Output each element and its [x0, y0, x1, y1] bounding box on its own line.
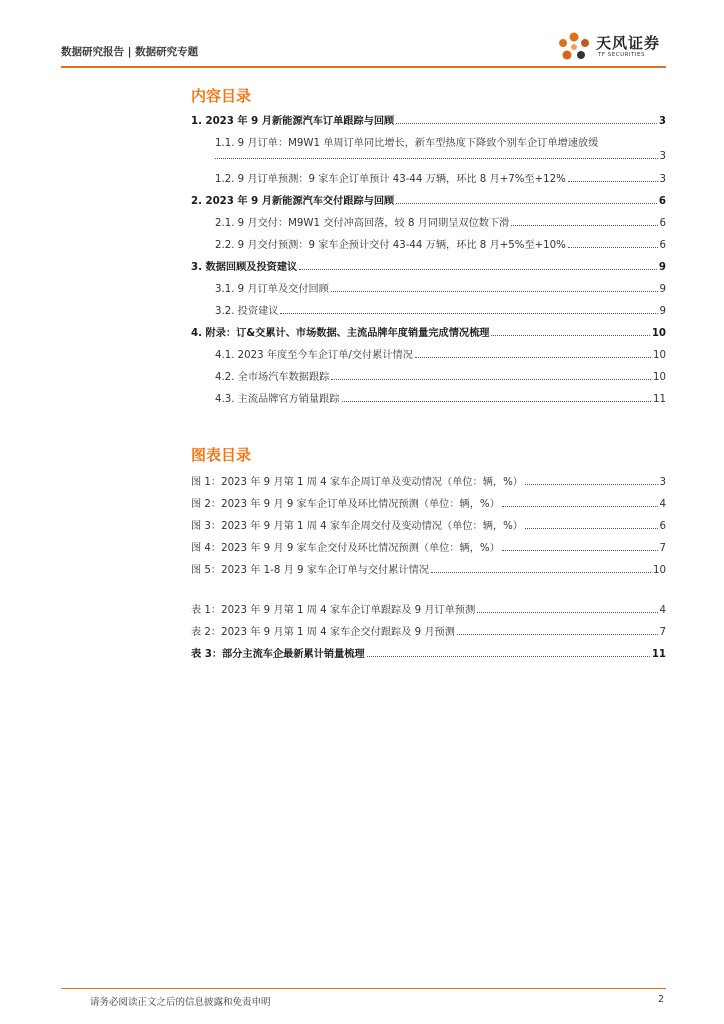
toc-entry[interactable]: [191, 113, 666, 127]
table-entry[interactable]: [191, 602, 666, 616]
flower-logo-icon: [556, 32, 592, 64]
table-entry-text: 表 1：2023 年 9 月第 1 周 4 家车企订单跟踪及 9 月订单预测: [191, 605, 476, 616]
toc-entry-page: 9: [659, 306, 666, 317]
toc-title: 内容目录: [191, 87, 252, 105]
brand-name-cn: 天风证券: [596, 34, 661, 52]
toc-entry-page: 10: [653, 350, 666, 361]
figure-entry[interactable]: [191, 496, 666, 510]
toc-entry-continuation[interactable]: [215, 148, 666, 162]
table-entry-text: 表 2：2023 年 9 月第 1 周 4 家车企交付跟踪及 9 月预测: [191, 627, 455, 638]
page-number: 2: [657, 994, 664, 1005]
figure-entry-page: 4: [659, 499, 666, 510]
toc-entry-page: 6: [658, 196, 666, 207]
toc-entry[interactable]: 1.1. 9 月订单：M9W1 单周订单同比增长，新车型热度下降致个别车企订单增速放缓: [215, 138, 599, 149]
figure-entry-page: 10: [653, 565, 666, 576]
toc-entry[interactable]: [215, 237, 666, 251]
figure-entry-text: 图 1：2023 年 9 月第 1 周 4 家车企周订单及变动情况（单位：辆，%）: [191, 477, 523, 488]
toc-entry[interactable]: [191, 325, 666, 339]
toc-entry-page: 10: [651, 328, 666, 339]
toc-entry-page: 3: [659, 151, 666, 162]
table-entry[interactable]: [191, 646, 666, 660]
footer-disclaimer: 请务必阅读正文之后的信息披露和免责申明: [90, 997, 271, 1008]
table-entry-page: 7: [659, 627, 666, 638]
toc-entry-text: 1. 2023 年 9 月新能源汽车订单跟踪与回顾: [191, 116, 395, 127]
figure-entry[interactable]: [191, 540, 666, 554]
toc-entry-text: 2. 2023 年 9 月新能源汽车交付跟踪与回顾: [191, 196, 395, 207]
toc-entry-page: 9: [658, 262, 666, 273]
toc-entry-text: 3.1. 9 月订单及交付回顾: [215, 284, 329, 295]
figure-entry-text: 图 2：2023 年 9 月 9 家车企订单及环比情况预测（单位：辆，%）: [191, 499, 500, 510]
toc-entry-page: 10: [653, 372, 666, 383]
toc-entry[interactable]: [215, 215, 666, 229]
figure-entry[interactable]: [191, 562, 666, 576]
toc-entry-page: 11: [653, 394, 666, 405]
report-type: 数据研究报告 | 数据研究专题: [61, 46, 199, 58]
footer-rule: [61, 988, 666, 989]
figure-entry-page: 6: [659, 521, 666, 532]
figure-entry[interactable]: [191, 474, 666, 488]
table-entry-text: 表 3：部分主流车企最新累计销量梳理: [191, 649, 365, 660]
figures-title: 图表目录: [191, 446, 252, 464]
brand-name-en: TF SECURITIES: [598, 52, 645, 58]
toc-entry-page: 3: [658, 116, 666, 127]
toc-entry-text: 3.2. 投资建议: [215, 306, 279, 317]
toc-entry-page: 6: [659, 218, 666, 229]
table-entry-page: 4: [659, 605, 666, 616]
toc-entry[interactable]: [215, 369, 666, 383]
figure-entry-text: 图 4：2023 年 9 月 9 家车企交付及环比情况预测（单位：辆，%）: [191, 543, 500, 554]
toc-entry-text: 2.2. 9 月交付预测：9 家车企预计交付 43-44 万辆，环比 8 月+5%至+10%: [215, 240, 566, 251]
figure-entry[interactable]: [191, 518, 666, 532]
table-entry[interactable]: [191, 624, 666, 638]
toc-entry[interactable]: [191, 193, 666, 207]
toc-entry-text: 1.2. 9 月订单预测：9 家车企订单预计 43-44 万辆，环比 8 月+7%至+12%: [215, 174, 566, 185]
header-rule: [61, 66, 666, 68]
figure-entry-text: 图 5：2023 年 1-8 月 9 家车企订单与交付累计情况: [191, 565, 429, 576]
brand-logo: [556, 30, 666, 64]
figure-entry-text: 图 3：2023 年 9 月第 1 周 4 家车企周交付及变动情况（单位：辆，%）: [191, 521, 523, 532]
toc-entry[interactable]: [191, 259, 666, 273]
toc-entry[interactable]: [215, 347, 666, 361]
toc-entry-text: 4.1. 2023 年度至今车企订单/交付累计情况: [215, 350, 413, 361]
toc-entry-page: 6: [659, 240, 666, 251]
toc-entry[interactable]: [215, 303, 666, 317]
toc-entry[interactable]: [215, 391, 666, 405]
toc-entry-text: 3. 数据回顾及投资建议: [191, 262, 298, 273]
toc-entry-text: 4. 附录：订&交累计、市场数据、主流品牌年度销量完成情况梳理: [191, 328, 490, 339]
toc-entry-text: 2.1. 9 月交付：M9W1 交付冲高回落，较 8 月同期呈双位数下滑: [215, 218, 510, 229]
toc-entry-text: 4.3. 主流品牌官方销量跟踪: [215, 394, 340, 405]
toc-entry-text: 4.2. 全市场汽车数据跟踪: [215, 372, 330, 383]
page-header: [61, 30, 666, 64]
toc-entry-page: 3: [659, 174, 666, 185]
toc-entry[interactable]: [215, 281, 666, 295]
figure-entry-page: 3: [659, 477, 666, 488]
figure-entry-page: 7: [659, 543, 666, 554]
table-entry-page: 11: [651, 649, 666, 660]
toc-entry[interactable]: [215, 171, 666, 185]
toc-entry-page: 9: [659, 284, 666, 295]
